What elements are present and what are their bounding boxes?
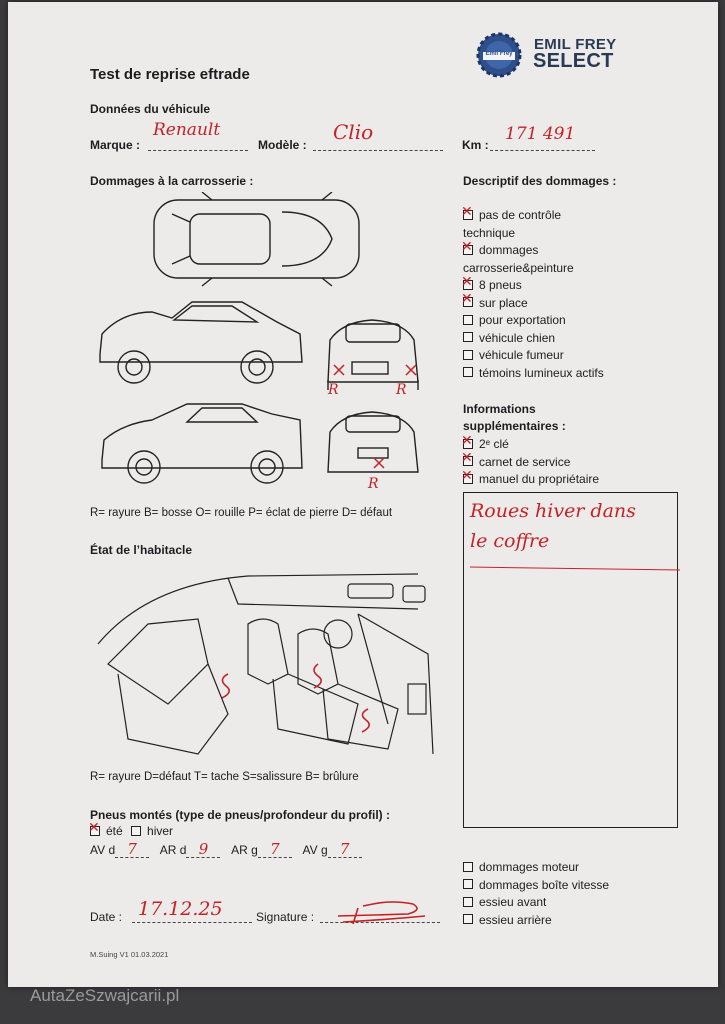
interior-diagram[interactable] xyxy=(88,564,438,764)
tire-summer-label: été xyxy=(106,824,123,838)
damage-item-bodywork: carrosserie&peinture xyxy=(463,260,574,275)
damage-item-on-site: ✕sur place xyxy=(463,296,604,314)
body-damage-title: Dommages à la carrosserie : xyxy=(90,174,254,188)
damage-mark-rear: R xyxy=(368,476,379,492)
km-label: Km : xyxy=(462,138,489,152)
damage-item-checkbox[interactable] xyxy=(463,350,473,360)
damage-item-dog: véhicule chien xyxy=(463,331,604,349)
damage-item-checkbox[interactable] xyxy=(463,245,473,255)
watermark: AutaZeSzwajcarii.pl xyxy=(30,986,180,1005)
info-item-checkbox[interactable] xyxy=(463,456,473,466)
damage-item-checkbox[interactable] xyxy=(463,332,473,342)
tire-summer-checkbox[interactable] xyxy=(90,826,100,836)
damage-item-checkbox[interactable] xyxy=(463,297,473,307)
damage-item-export: pour exportation xyxy=(463,313,604,331)
info-item-checkbox[interactable] xyxy=(463,474,473,484)
damage-item-checkbox[interactable] xyxy=(463,367,473,377)
brand-label: Marque : xyxy=(90,138,141,152)
info-item-checkbox[interactable] xyxy=(463,439,473,449)
damage-item-checkbox[interactable] xyxy=(463,210,473,220)
tires-title: Pneus montés (type de pneus/profondeur du profil) : xyxy=(90,808,391,822)
notes-line-1: Roues hiver dans xyxy=(470,500,636,522)
vehicle-section-title: Données du véhicule xyxy=(90,102,211,116)
car-diagram[interactable] xyxy=(92,192,422,502)
logo-line2: SELECT xyxy=(533,50,614,72)
signature-label: Signature : xyxy=(256,910,315,924)
damage-mark-front-left: R xyxy=(328,382,339,398)
damage-description-list xyxy=(463,208,604,383)
km-value: 171 491 xyxy=(505,124,576,144)
signature-drawing xyxy=(333,898,433,928)
date-value: 17.12.25 xyxy=(138,898,223,920)
tire-ar-g-label: AR g xyxy=(231,843,258,857)
damage-mark-front-right: R xyxy=(396,382,407,398)
damage-item-tires: ✕8 pneus xyxy=(463,278,604,296)
emil-frey-logo xyxy=(476,32,626,82)
tire-av-d-field[interactable]: 7 xyxy=(115,844,149,858)
form-sheet xyxy=(8,2,718,987)
tire-depth-row xyxy=(90,840,370,858)
tire-ar-d-label: AR d xyxy=(159,843,187,857)
tire-winter-label: hiver xyxy=(147,824,174,838)
interior-title: État de l’habitacle xyxy=(90,543,193,557)
damage-item-damages: ✕dommages xyxy=(463,243,604,261)
additional-info-title-1: Informations xyxy=(463,402,536,416)
tire-av-d-label: AV d xyxy=(90,843,116,857)
damage-description-title: Descriptif des dommages : xyxy=(463,174,617,188)
mech-item-checkbox[interactable] xyxy=(463,897,473,907)
mech-item-engine: dommages moteur xyxy=(463,860,609,878)
info-item-owner-manual: ✕manuel du propriétaire xyxy=(463,472,599,490)
logo-badge-text: Emil Frey xyxy=(485,51,513,57)
body-legend: R= rayure B= bosse O= rouille P= éclat de pierre D= défaut xyxy=(90,507,393,519)
damage-item-smoker: véhicule fumeur xyxy=(463,348,604,366)
model-value: Clio xyxy=(333,120,374,144)
mech-item-checkbox[interactable] xyxy=(463,914,473,924)
mech-item-rear-axle: essieu arrière xyxy=(463,913,609,931)
tire-ar-g-field[interactable]: 7 xyxy=(258,844,292,858)
additional-info-list xyxy=(463,437,599,490)
damage-item-technique: technique xyxy=(463,225,516,240)
damage-item-no-inspection: ✕pas de contrôle xyxy=(463,208,604,226)
info-item-service-book: ✕carnet de service xyxy=(463,455,599,473)
damage-item-checkbox[interactable] xyxy=(463,280,473,290)
tire-ar-d-field[interactable]: 9 xyxy=(186,844,220,858)
info-item-second-key: ✕2ᵉ clé xyxy=(463,437,599,455)
form-title: Test de reprise eftrade xyxy=(90,66,250,83)
mechanical-list xyxy=(463,860,609,930)
damage-item-warning-lights: témoins lumineux actifs xyxy=(463,366,604,384)
mech-item-gearbox: dommages boîte vitesse xyxy=(463,878,609,896)
mech-item-front-axle: essieu avant xyxy=(463,895,609,913)
model-label: Modèle : xyxy=(258,138,307,152)
tire-winter-checkbox[interactable] xyxy=(131,826,141,836)
mech-item-checkbox[interactable] xyxy=(463,862,473,872)
tire-av-g-field[interactable]: 7 xyxy=(328,844,362,858)
mech-item-checkbox[interactable] xyxy=(463,879,473,889)
date-label: Date : xyxy=(90,910,123,924)
additional-info-title-2: supplémentaires : xyxy=(463,419,566,433)
form-footer: M.Suing V1 01.03.2021 xyxy=(90,950,169,959)
tire-type-row xyxy=(90,824,173,838)
tire-av-g-label: AV g xyxy=(302,843,328,857)
brand-value: Renault xyxy=(153,120,221,140)
notes-line-2: le coffre xyxy=(470,530,550,552)
logo-line1: EMIL FREY xyxy=(534,36,617,53)
damage-item-checkbox[interactable] xyxy=(463,315,473,325)
interior-legend: R= rayure D=défaut T= tache S=salissure B= brûlure xyxy=(90,771,359,783)
